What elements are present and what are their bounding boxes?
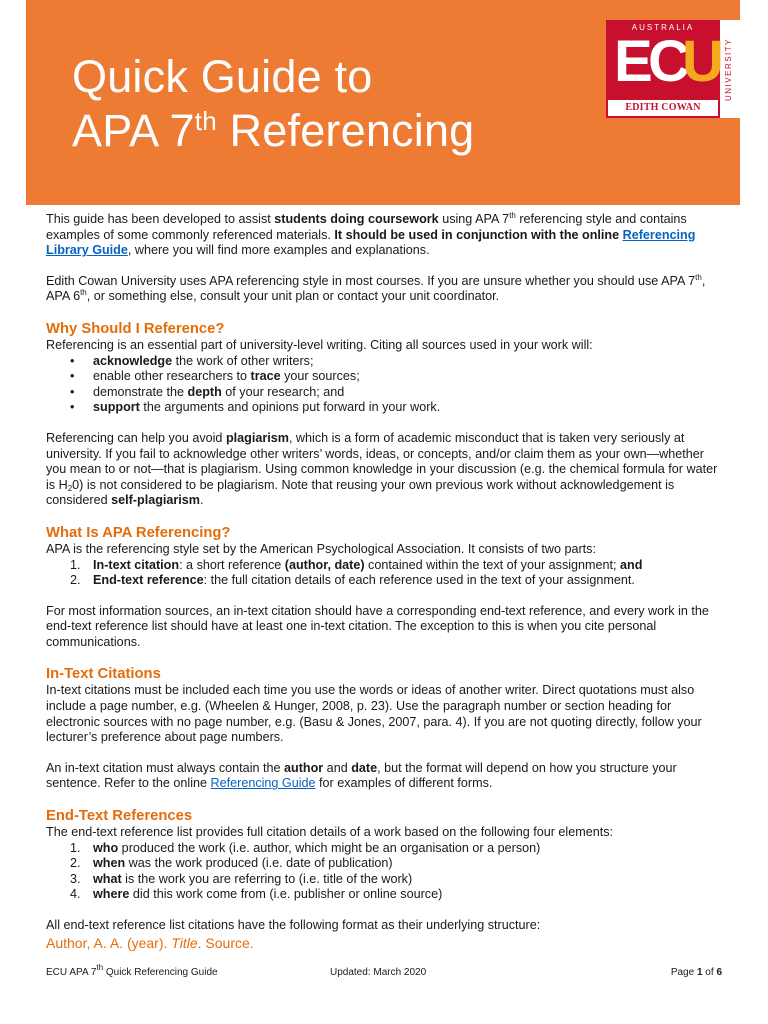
intro-paragraph-2: Edith Cowan University uses APA referencing style in most courses. If you are unsure whether you should use APA 7th, APA 6th, or something else, consult your unit plan or contact your unit coordinator.: [46, 272, 706, 304]
page-footer: [46, 965, 722, 981]
endtext-paragraph: All end-text reference list citations have the following format as their underlying structure:: [46, 918, 541, 932]
logo-country-text: AUSTRALIA: [631, 23, 695, 32]
intext-paragraph-1: In-text citations must be included each time you use the words or ideas of another writer. Direct quotations must also include a page number, e.g. (Wheelen & Hunger, 2008, p. 23). Use the paragraph number or section heading for electronic sources with no page number, e.g. (Basu & Jones, 2007, para. 4). If you are not quoting directly, follow your lecturer’s preference about page numbers.: [46, 683, 702, 745]
logo-university-text: UNIVERSITY: [724, 37, 733, 101]
logo-letter-e: E: [614, 29, 653, 94]
list-item: 2. End-text reference: the full citation details of each reference used in the text of your assignment.: [70, 573, 635, 588]
footer-page-number: Page 1 of 6: [670, 967, 722, 978]
endtext-lead: The end-text reference list provides full citation details of a work based on the following four elements:: [46, 825, 614, 840]
what-paragraph: For most information sources, an in-text citation should have a corresponding end-text reference, and every work in the end-text reference list should have at least one in-text citation. The exception to this is when you cite personal communications.: [46, 603, 709, 649]
page-title: Quick Guide to APA 7th Referencing: [72, 51, 475, 156]
referencing-guide-link[interactable]: Referencing Guide: [210, 776, 316, 791]
ecu-logo: [606, 20, 740, 118]
list-item: • acknowledge the work of other writers;: [46, 354, 726, 370]
footer-updated-date: Updated: March 2020: [330, 967, 427, 978]
section-heading-endtext: End-Text References: [46, 808, 193, 825]
logo-name-text: EDITH COWAN: [608, 100, 718, 116]
why-lead: Referencing is an essential part of university-level writing. Citing all sources used in your work will:: [46, 337, 593, 352]
logo-letter-c: C: [648, 29, 690, 94]
referencing-library-guide-link[interactable]: Referencing Library Guide: [46, 227, 696, 258]
list-item: • support the arguments and opinions put forward in your work.: [46, 400, 726, 416]
what-lead: APA is the referencing style set by the American Psychological Association. It consists of two parts:: [46, 541, 596, 556]
list-item: 4. where did this work come from (i.e. publisher or online source): [70, 887, 443, 902]
endtext-numbered-list: [46, 841, 726, 903]
list-item: 1. who produced the work (i.e. author, which might be an organisation or a person): [70, 840, 541, 855]
section-heading-what: What Is APA Referencing?: [46, 524, 231, 541]
section-heading-why: Why Should I Reference?: [46, 320, 225, 337]
why-bullet-list: [46, 354, 726, 416]
reference-format-example: Author, A. A. (year). Title. Source.: [46, 934, 254, 951]
list-item: 2. when was the work produced (i.e. date of publication): [70, 856, 393, 871]
section-heading-intext: In-Text Citations: [46, 666, 161, 683]
list-item: 1. In-text citation: a short reference (author, date) contained within the text of your assignment; and: [70, 557, 643, 572]
list-item: • enable other researchers to trace your sources;: [46, 369, 726, 385]
intext-paragraph-2: An in-text citation must always contain the author and date, but the format will depend on how you structure your sentence. Refer to the online Referencing Guide for examples of different forms.: [46, 760, 677, 791]
logo-letter-u: U: [682, 29, 724, 94]
what-numbered-list: [46, 558, 726, 589]
list-item: 3. what is the work you are referring to (i.e. title of the work): [70, 871, 413, 886]
intro-paragraph-1: This guide has been developed to assist students doing coursework using APA 7th referencing style and contains examples of some commonly referenced materials. It should be used in conjunction with the online Referencing Library Guide, where you will find more examples and explanations.: [46, 211, 696, 258]
footer-guide-title: ECU APA 7th Quick Referencing Guide: [46, 963, 218, 978]
plagiarism-paragraph: Referencing can help you avoid plagiarism, which is a form of academic misconduct that is taken very seriously at university. If you fail to acknowledge other writers’ words, ideas, or concepts, and/or claim them as your own—whether you mean to or not—that is plagiarism. Using common knowledge in your discussion (e.g. the chemical formula for water is $H_20$) is not considered to be plagiarism. Note that reusing your own previous work without acknowledgement is considered self-plagiarism.: [46, 430, 718, 508]
ecu-logo-box: [606, 20, 724, 118]
document-body: [46, 212, 726, 967]
list-item: • demonstrate the depth of your research; and: [46, 385, 726, 401]
